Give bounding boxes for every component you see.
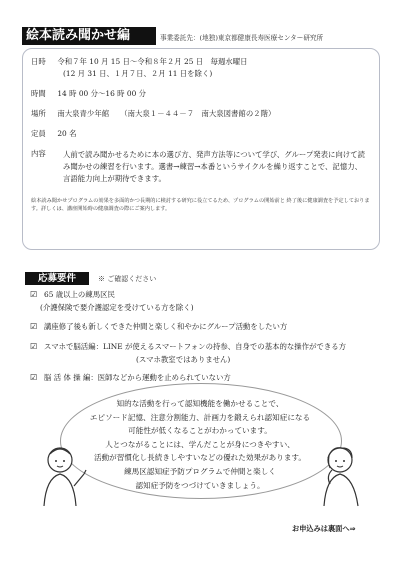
research-note: 絵本読み聞かせプログラムの効果を多面的かつ長期的に検討する研究に役立てるため、プログラムの開始前と 終了後に健康調査を予定しております。詳しくは、講座開始時の健康調査の際にご案内します。 [31, 198, 370, 212]
apply-link[interactable]: お申込みは裏面へ⇒ [292, 524, 356, 533]
bubble-line: エピソード記憶、注意分割能力、計画力を鍛えられ認知症になる [89, 412, 311, 422]
date-sub: (12 月 31 日、１月７日、２月 11 日を除く) [63, 69, 213, 78]
content-label-row [31, 149, 55, 159]
bubble-line: 知的な活動を行って認知機能を働かせることで、 [116, 399, 284, 408]
capacity-value: 20 名 [57, 129, 77, 138]
person-thinking-icon [312, 440, 368, 510]
place-value: 南大泉青少年館 （南大泉１－４４－７ 南大泉図書館の２階） [57, 109, 276, 118]
checkbox-icon: ☑ [30, 290, 38, 299]
requirements-note: ※ ご確認ください [98, 275, 157, 283]
capacity-row [31, 129, 77, 139]
requirement-age-note: (介護保険で要介護認定を受けている方を除く) [40, 303, 194, 312]
bubble-line: 認知症予防をつづけていきましょう。 [135, 480, 265, 490]
requirement-smartphone-note: (スマホ教室ではありません) [136, 355, 231, 364]
bubble-line: 練馬区認知症予防プログラムで仲間と楽しく [124, 466, 276, 476]
requirement-group: 講座修了後も新しくできた仲間と楽しく和やかにグループ活動をしたい方 [44, 322, 288, 331]
content-label: 内容 [31, 149, 46, 158]
place-row [31, 109, 275, 119]
capacity-label: 定員 [31, 129, 46, 138]
person-pointing-icon [36, 440, 92, 510]
time-label: 時間 [31, 89, 46, 98]
checkbox-icon: ☑ [30, 342, 38, 351]
commission-text: 事業委託先：(地独)東京都健康長寿医療センター研究所 [160, 34, 324, 42]
info-box [22, 48, 380, 250]
requirement-age: 65 歳以上の練馬区民 [44, 290, 115, 299]
content-value: 人前で読み聞かせるために本の選び方、発声方法等について学び、グループ発表に向けて読み聞かせの練習を行います。選書→練習→本番というサイクルを繰り返すことで、記憶力、言語能力向上が期待できます。 [63, 150, 365, 183]
requirement-exercise: 脳 活 体 操 編：医師などから運動を止められていない方 [44, 373, 231, 382]
requirements-heading: 応募要件 [25, 272, 89, 285]
bubble-line: 活動が習慣化し長続きしやすいなどの優れた効果があります。 [93, 453, 306, 463]
time-value: 14 時 00 分～16 時 00 分 [57, 89, 147, 98]
place-label: 場所 [31, 109, 46, 118]
checkbox-icon: ☑ [30, 373, 38, 382]
bubble-line: 人とつながることには、学んだことが身につきやすい、 [105, 439, 295, 449]
bubble-line: 可能性が低くなることがわかっています。 [128, 426, 272, 436]
checkbox-icon: ☑ [30, 322, 38, 331]
time-row [31, 89, 146, 99]
bubble-text [75, 397, 325, 492]
page-title: 絵本読み聞かせ編 [22, 27, 156, 45]
date-value: 令和７年 10 月 15 日～令和８年２月 25 日 毎週水曜日 [57, 57, 248, 66]
date-label: 日時 [31, 57, 46, 66]
requirement-smartphone: スマホで脳活編：LINE が使えるスマートフォンの持参、自身での基本的な操作ができる方 [44, 342, 346, 351]
date-row [31, 57, 247, 67]
